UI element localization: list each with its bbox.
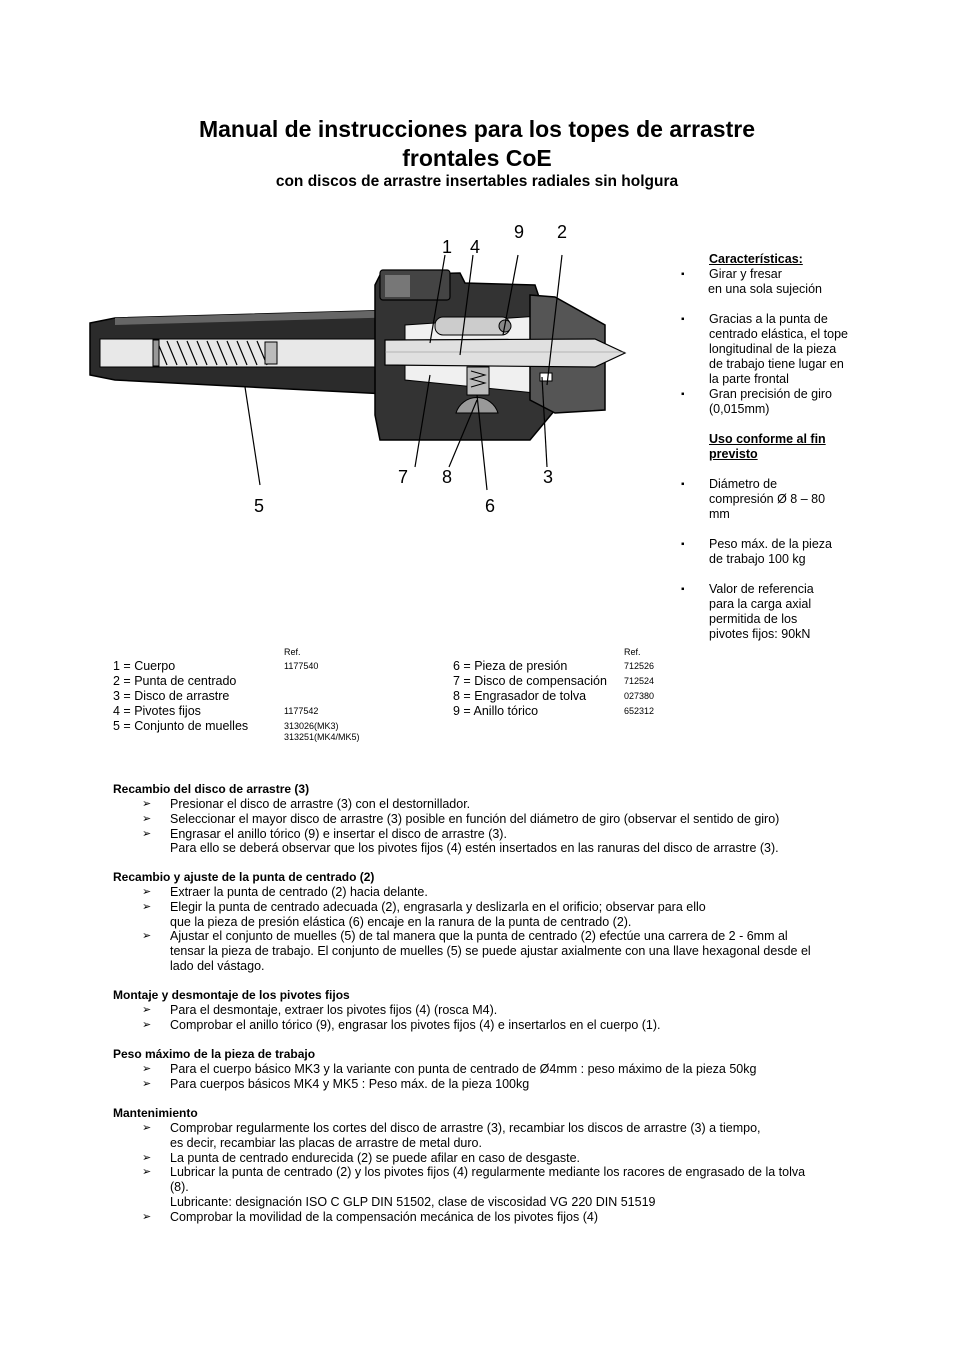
list-item: ➢ Extraer la punta de centrado (2) hacia delante. — [142, 885, 428, 899]
technical-drawing — [85, 215, 645, 525]
list-item: ➢ La punta de centrado endurecida (2) se puede afilar en caso de desgaste. — [142, 1150, 581, 1165]
part-row: 2 = Punta de centrado — [113, 674, 237, 688]
title-line-1: Manual de instrucciones para los topes de arrastre — [198, 116, 756, 142]
list-item: ➢ Elegir la punta de centrado adecuada (2), engrasarla y deslizarla en el orificio; observar para ello — [142, 899, 706, 914]
label-5: 5 — [254, 496, 265, 516]
intended-use-heading-2: previsto — [709, 447, 758, 461]
list-item: ➢ Para el cuerpo básico MK3 y la variante con punta de centrado de Ø4mm : peso máximo de la pieza 50kg — [142, 1062, 757, 1076]
list-item: ▪ Valor de referencia para la carga axial permitida de los pivotes fijos: 90kN — [681, 582, 814, 641]
list-item: ➢ Lubricar la punta de centrado (2) y los pivotes fijos (4) regularmente mediante los racores de engrasado de la tolva — [142, 1165, 806, 1180]
list-item: ▪ Peso máx. de la pieza de trabajo 100 kg — [681, 537, 832, 566]
parts-list-left — [113, 657, 360, 743]
list-item-cont: Lubricante: designación ISO C GLP DIN 51502, clase de viscosidad VG 220 DIN 51519 — [170, 1194, 656, 1209]
list-item-cont: que la pieza de presión elástica (6) encaje en la ranura de la punta de centrado (2). — [170, 914, 632, 929]
subtitle: con discos de arrastre insertables radiales sin holgura — [275, 173, 679, 190]
label-4: 4 — [470, 237, 481, 257]
list-item: ➢ Comprobar el anillo tórico (9), engrasar los pivotes fijos (4) e insertarlos en el cuerpo (1). — [142, 1017, 661, 1032]
part-ref-extra: 313251(MK4/MK5) — [284, 732, 360, 742]
list-item-cont: tensar la pieza de trabajo. El conjunto de muelles (5) se puede ajustar axialmente con una llave hexagonal desde el — [170, 944, 811, 959]
list-item: ▪ Diámetro de compresión Ø 8 – 80 mm — [681, 477, 826, 521]
section-max-weight — [113, 1047, 843, 1092]
part-row: 4 = Pivotes fijos 1177542 — [113, 704, 319, 718]
ref-header-left: Ref. — [284, 647, 301, 657]
section-fixed-pins — [113, 988, 843, 1033]
characteristics-sidebar — [681, 252, 871, 642]
section-title: Montaje y desmontaje de los pivotes fijos — [113, 988, 350, 1002]
list-item-cont: lado del vástago. — [170, 958, 265, 973]
part-row: 7 = Disco de compensación 712524 — [453, 674, 655, 688]
list-item: ▪ Girar y fresar — [681, 267, 782, 281]
section-maintenance — [113, 1106, 843, 1225]
label-2: 2 — [557, 222, 568, 242]
parts-list-right — [453, 657, 655, 718]
section-title: Mantenimiento — [113, 1106, 198, 1120]
section-title: Peso máximo de la pieza de trabajo — [113, 1047, 316, 1061]
list-item: ▪ Gran precisión de giro (0,015mm) — [681, 387, 832, 416]
list-item: ➢ Para cuerpos básicos MK4 y MK5 : Peso máx. de la pieza 100kg — [142, 1076, 530, 1091]
list-item: ➢ Comprobar regularmente los cortes del disco de arrastre (3), recambiar los discos de arrastre (3) a tiempo, — [142, 1121, 761, 1135]
section-drive-disc — [113, 782, 843, 856]
list-item: ➢ Comprobar la movilidad de la compensación mecánica de los pivotes fijos (4) — [142, 1209, 598, 1224]
list-item-cont: (8). — [170, 1180, 189, 1195]
list-item-cont: Para ello se deberá observar que los pivotes fijos (4) estén insertados en las ranuras del disco de arrastre (3). — [170, 841, 779, 856]
label-8: 8 — [442, 467, 453, 487]
title-line-2: frontales CoE — [402, 145, 552, 171]
list-item: ➢ Seleccionar el mayor disco de arrastre (3) posible en función del diámetro de giro (observar el sentido de giro) — [142, 811, 780, 826]
part-row: 1 = Cuerpo 1177540 — [113, 659, 319, 673]
list-item: ➢ Para el desmontaje, extraer los pivotes fijos (4) (rosca M4). — [142, 1003, 498, 1017]
part-row: 6 = Pieza de presión 712526 — [453, 659, 655, 673]
section-title: Recambio del disco de arrastre (3) — [113, 782, 310, 796]
label-6: 6 — [485, 496, 496, 516]
part-row: 3 = Disco de arrastre — [113, 689, 230, 703]
list-item: ➢ Presionar el disco de arrastre (3) con el destornillador. — [142, 797, 471, 811]
part-row: 5 = Conjunto de muelles 313026(MK3) — [113, 719, 339, 733]
label-9: 9 — [514, 222, 525, 242]
list-item: ➢ Ajustar el conjunto de muelles (5) de tal manera que la punta de centrado (2) efectúe una carrera de 2 - 6mm al — [142, 929, 788, 944]
label-1: 1 — [442, 237, 453, 257]
label-7: 7 — [398, 467, 409, 487]
part-row: 8 = Engrasador de tolva 027380 — [453, 689, 655, 703]
label-3: 3 — [543, 467, 554, 487]
section-centering-point — [113, 870, 843, 974]
list-item-cont: en una sola sujeción — [708, 282, 822, 296]
list-item: ➢ Engrasar el anillo tórico (9) e insertar el disco de arrastre (3). — [142, 826, 507, 841]
intended-use-heading: Uso conforme al fin — [709, 432, 826, 446]
list-item-cont: es decir, recambiar las placas de arrastre de metal duro. — [170, 1135, 482, 1150]
characteristics-heading: Características: — [709, 252, 803, 266]
list-item: ▪ Gracias a la punta de centrado elástica, el tope longitudinal de la pieza de trabajo tiene lugar en la parte frontal — [681, 312, 848, 386]
section-title: Recambio y ajuste de la punta de centrado (2) — [113, 870, 375, 884]
ref-header-right: Ref. — [624, 647, 641, 657]
part-row: 9 = Anillo tórico 652312 — [453, 704, 655, 718]
